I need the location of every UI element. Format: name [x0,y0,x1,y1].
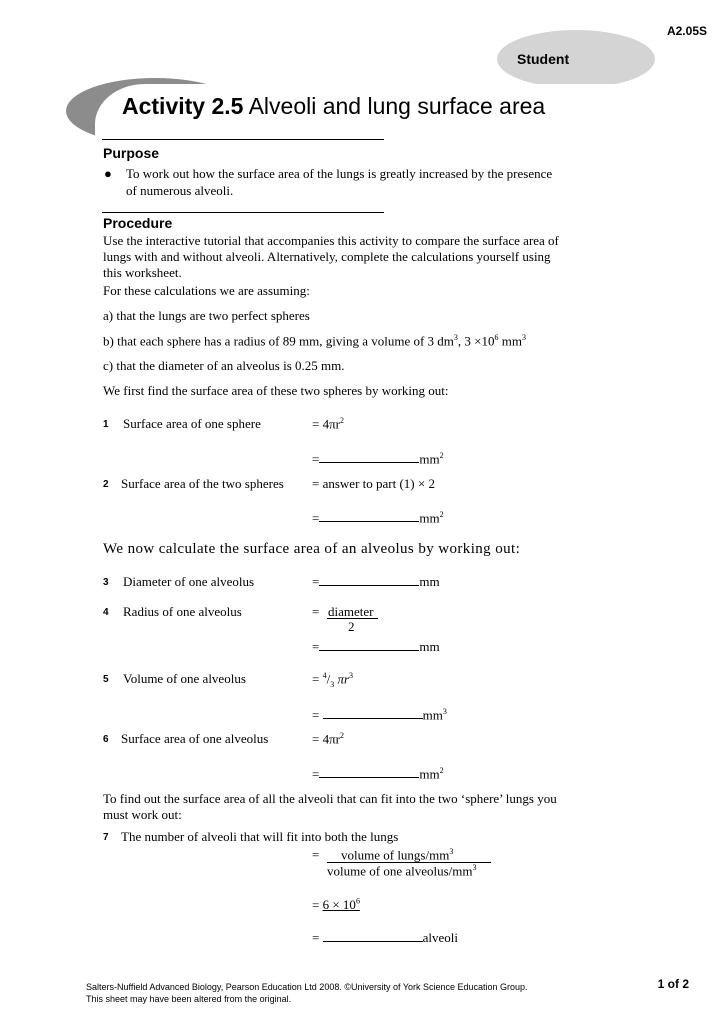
to-find-text-1: To find out the surface area of all the alveoli that can fit into the two ‘sphere’ lungs you [103,791,557,806]
sheet-code: A2.05S [666,24,707,38]
answer-blank[interactable] [323,930,423,942]
page-number: 1 of 2 [657,977,689,991]
assumptions-intro: For these calculations we are assuming: [103,283,310,298]
procedure-text-3: this worksheet. [103,265,182,280]
formula: = $4\pi r^2$ [312,416,344,432]
purpose-text-1: To work out how the surface area of the lungs is greatly increased by the presence [126,166,553,181]
formula: = $4\pi r^2$ [312,731,344,747]
fraction-numerator: volume of lungs/$mm^3$ [341,847,454,863]
question-label: Volume of one alveolus [123,671,246,686]
purpose-text-2: of numerous alveoli. [126,183,234,198]
equals-sign: = [312,604,320,619]
bullet-icon: ● [104,166,112,181]
assumption-b: b) that each sphere has a radius of 89 mm, giving a volume of 3 $dm^3$, $3 \times 10^6$ $mm^3$ [103,333,526,349]
answer-blank[interactable] [323,707,423,719]
fraction-denominator: 2 [348,619,355,634]
question-label: Radius of one alveolus [123,604,242,619]
answer-blank[interactable] [319,451,419,463]
activity-title: Alveoli and lung surface area [248,93,546,119]
question-label: Surface area of one alveolus [121,731,269,746]
value-text: $6 \times 10^6$ [322,897,360,913]
question-number: 1 [103,419,109,430]
assumption-c: c) that the diameter of an alveolus is 0.25 mm. [103,358,345,373]
answer-line: = mm [312,574,440,589]
equals-sign: = [312,847,320,862]
procedure-heading: Procedure [103,215,173,231]
procedure-text-2: lungs with and without alveoli. Alternatively, complete the calculations yourself using [103,249,551,264]
question-number: 6 [103,734,109,745]
question-label: Diameter of one alveolus [123,574,255,589]
question-label: The number of alveoli that will fit into both the lungs [121,829,399,844]
formula: = $^4/_3$ $\pi r^3$ [312,671,354,689]
answer-line: = $mm^2$ [312,766,444,782]
assumption-a: a) that the lungs are two perfect spheres [103,308,310,323]
first-find-text: We first find the surface area of these two spheres by working out: [103,383,449,398]
activity-label: Activity 2.5 [122,93,244,119]
fraction-numerator: diameter [328,604,374,619]
question-number: 3 [103,577,109,588]
value-line: = $6 \times 10^6$ [312,897,360,913]
question-label: Surface area of the two spheres [121,476,284,491]
answer-blank[interactable] [319,766,419,778]
answer-blank[interactable] [319,510,419,522]
answer-line: = $mm^2$ [312,510,444,526]
fraction-denominator: volume of one alveolus/$mm^3$ [327,863,477,879]
procedure-text-1: Use the interactive tutorial that accompanies this activity to compare the surface area of [103,233,559,248]
footer-note: This sheet may have been altered from the original. [86,994,292,1004]
student-badge-label: Student [517,51,570,67]
formula: = answer to part (1) × 2 [312,476,435,491]
answer-line: = $mm^2$ [312,451,444,467]
question-number: 2 [103,479,109,490]
question-label: Surface area of one sphere [123,416,261,431]
question-number: 4 [103,607,109,618]
answer-line: = mm [312,639,440,654]
footer [86,981,528,1005]
answer-line: = alveoli [312,930,458,945]
now-calculate-text: We now calculate the surface area of an alveolus by working out: [103,541,521,557]
purpose-rule [102,139,384,140]
answer-blank[interactable] [319,639,419,651]
page-title [122,93,545,120]
footer-copyright: Salters-Nuffield Advanced Biology, Pearson Education Ltd 2008. ©University of York Science Education Group. [86,982,528,992]
question-number: 5 [103,674,109,685]
procedure-rule [102,212,384,213]
to-find-text-2: must work out: [103,807,182,822]
answer-blank[interactable] [319,574,419,586]
purpose-heading: Purpose [103,145,160,161]
question-number: 7 [103,832,109,843]
answer-line: = $mm^3$ [312,707,447,723]
